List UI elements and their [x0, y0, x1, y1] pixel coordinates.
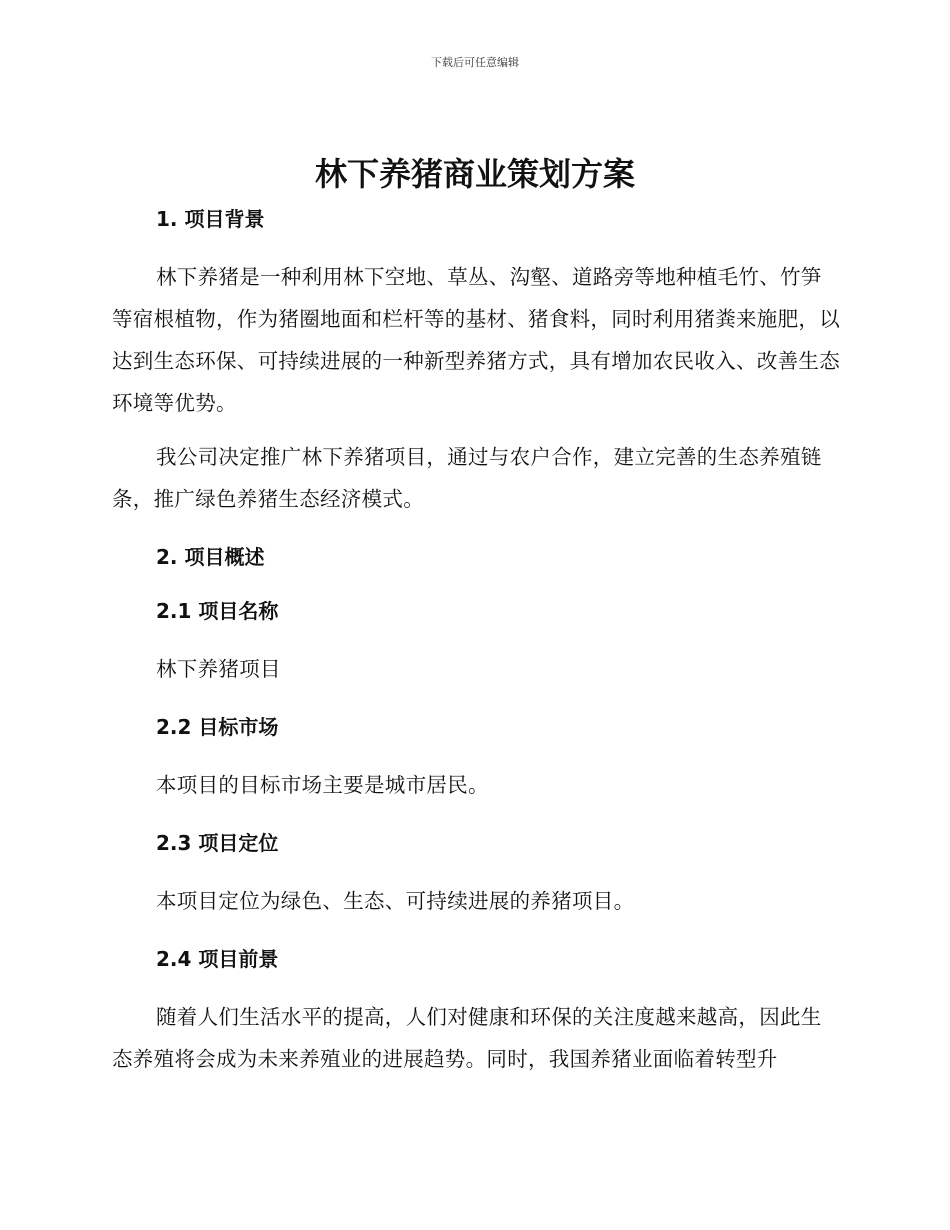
page-header-note: 下载后可任意编辑: [431, 56, 519, 69]
section-heading-prospects: 2.4 项目前景: [156, 947, 279, 971]
document-title: 林下养猪商业策划方案: [314, 155, 635, 193]
document-body: [112, 202, 842, 1092]
paragraph-background-1: 林下养猪是一种利用林下空地、草丛、沟壑、道路旁等地种植毛竹、竹笋等宿根植物，作为猪圈地面和栏杆等的基材、猪食料，同时利用猪粪来施肥，以达到生态环保、可持续进展的一种新型养猪方式，具有增加农民收入、改善生态环境等优势。: [112, 265, 840, 415]
section-heading-background: 1. 项目背景: [156, 207, 265, 231]
section-heading-overview: 2. 项目概述: [156, 545, 265, 569]
section-heading-positioning: 2.3 项目定位: [156, 831, 279, 855]
paragraph-project-name: 林下养猪项目: [156, 657, 281, 681]
paragraph-prospects: 随着人们生活水平的提高，人们对健康和环保的关注度越来越高，因此生态养殖将会成为未来养殖业的进展趋势。同时，我国养猪业面临着转型升: [112, 1005, 822, 1071]
paragraph-target-market: 本项目的目标市场主要是城市居民。: [156, 773, 489, 797]
paragraph-positioning: 本项目定位为绿色、生态、可持续进展的养猪项目。: [156, 889, 635, 913]
section-heading-project-name: 2.1 项目名称: [156, 599, 279, 623]
paragraph-background-2: 我公司决定推广林下养猪项目，通过与农户合作，建立完善的生态养殖链条，推广绿色养猪生态经济模式。: [112, 445, 822, 511]
section-heading-target-market: 2.2 目标市场: [156, 715, 279, 739]
